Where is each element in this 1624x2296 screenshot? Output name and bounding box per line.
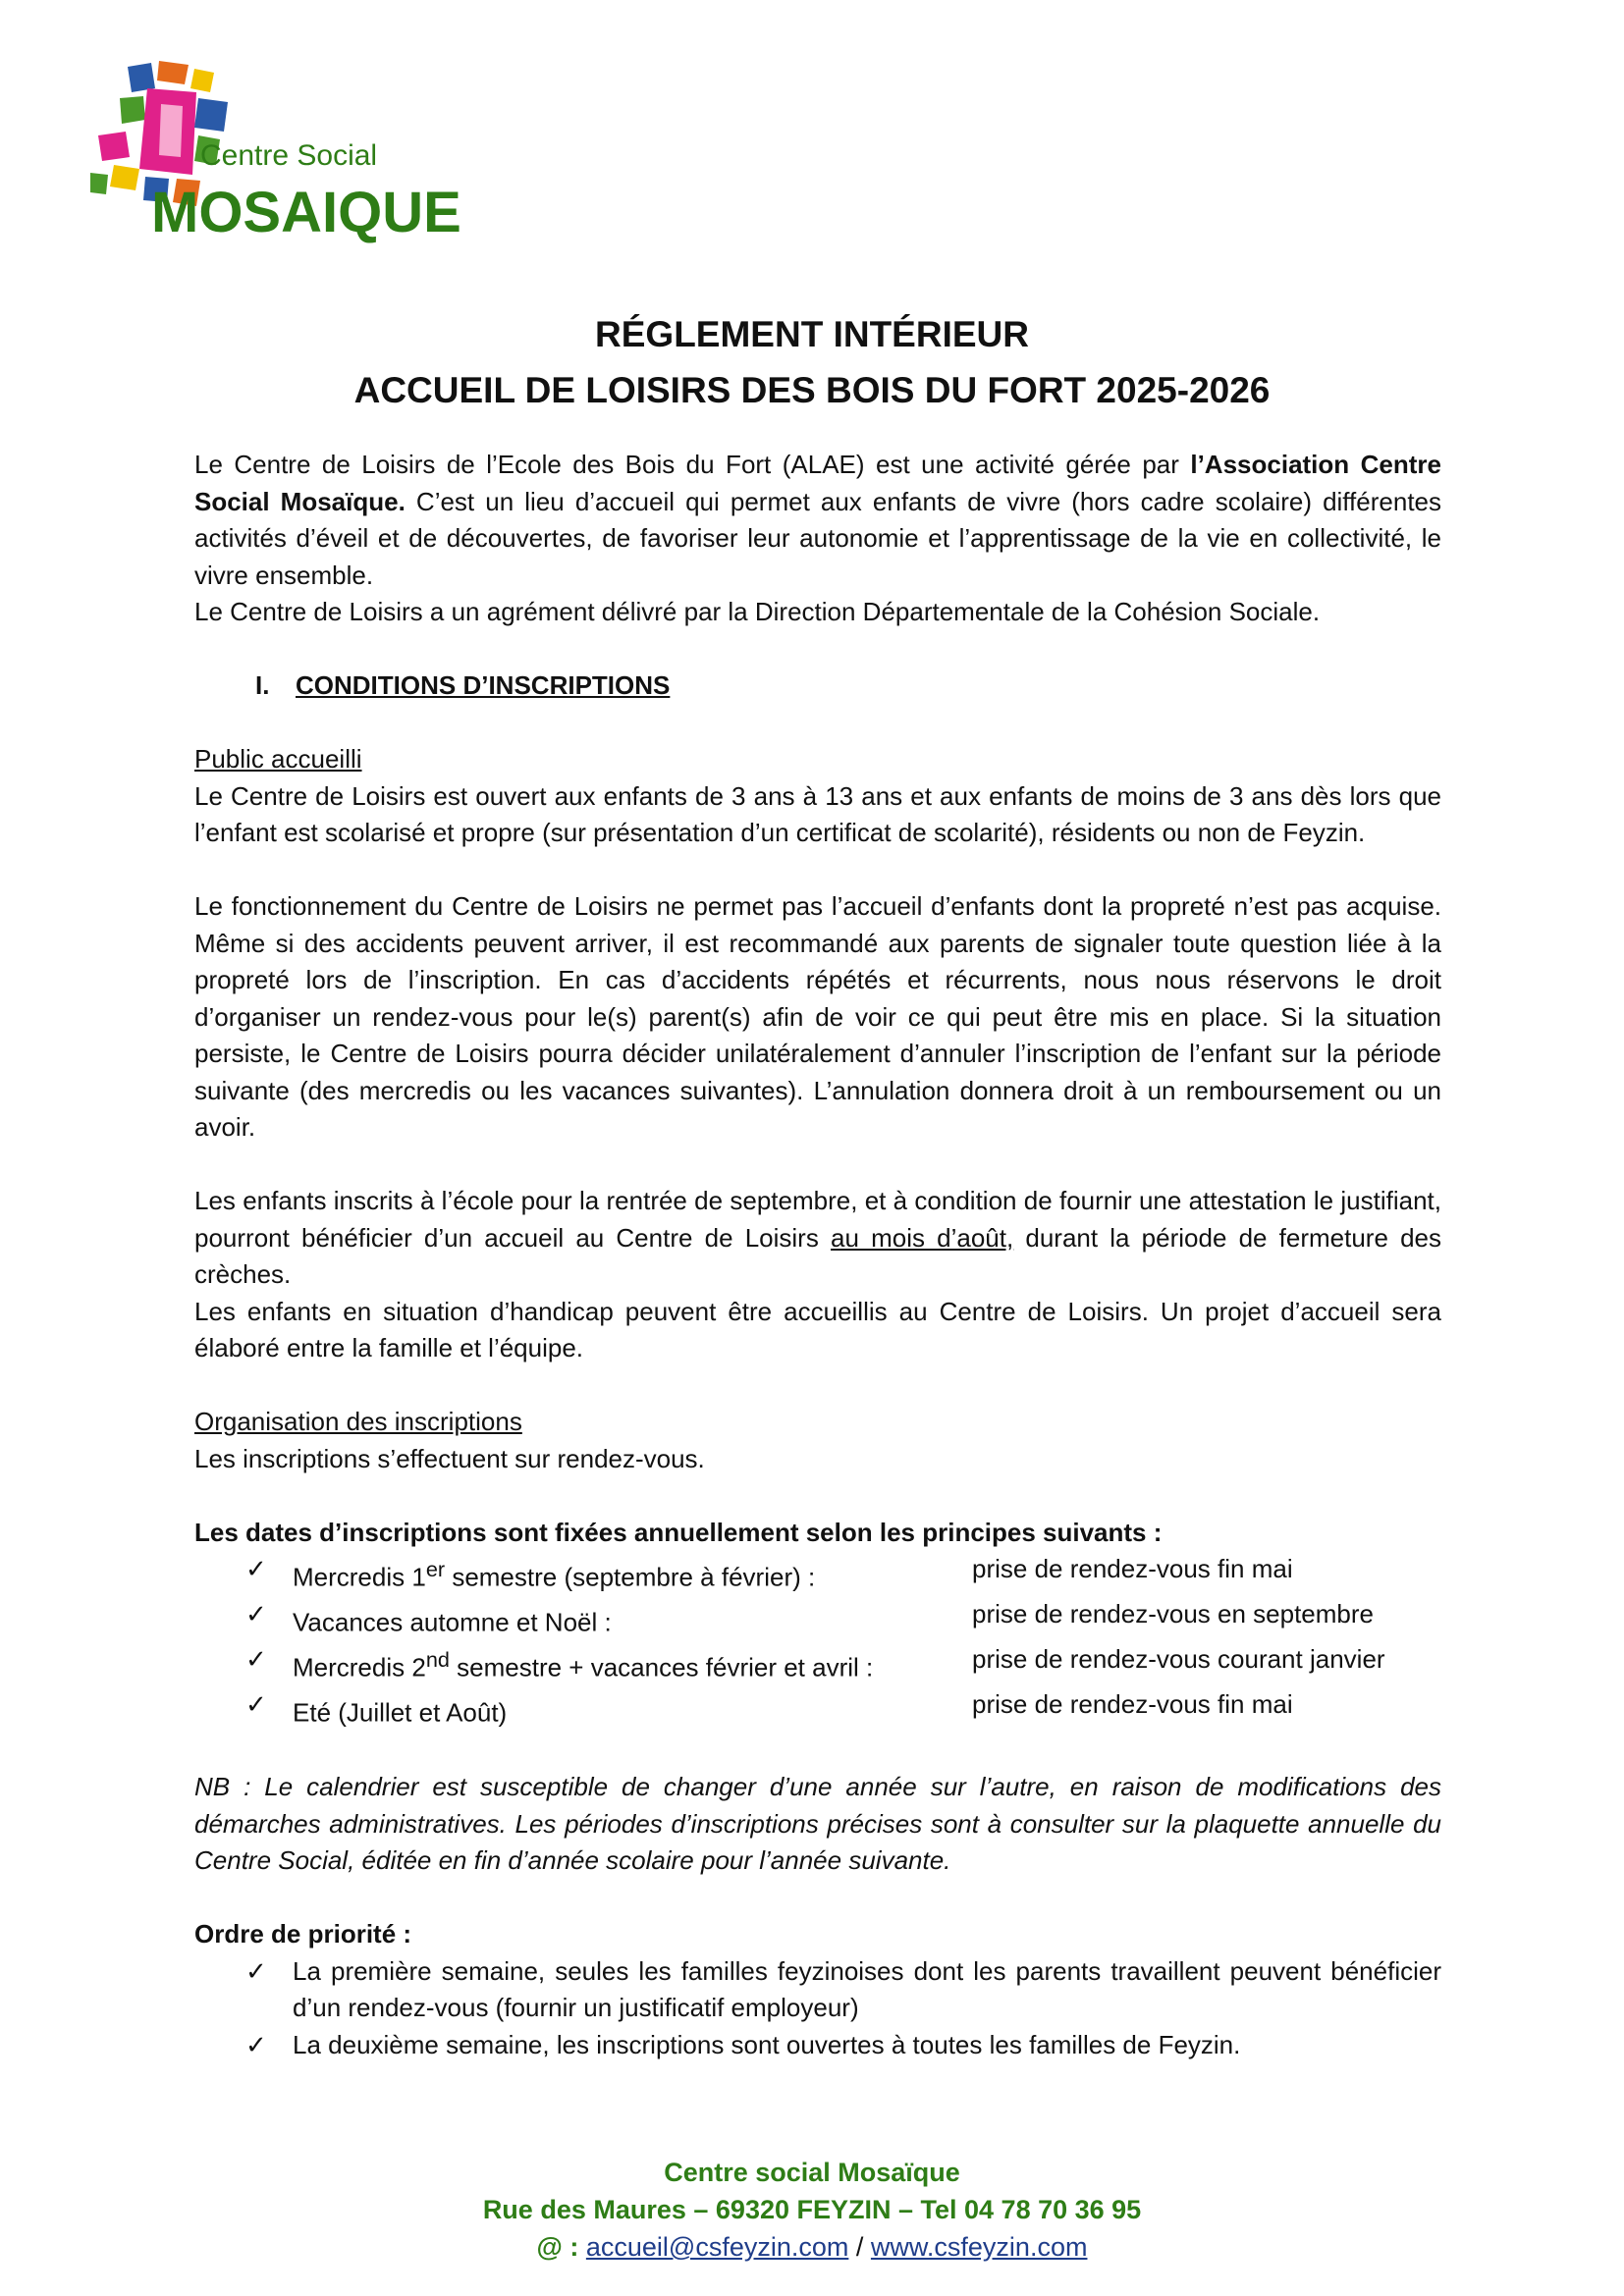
logo-line1: Centre Social — [200, 139, 378, 172]
checkmark-icon: ✓ — [245, 1644, 267, 1675]
intro-text-end: C’est un lieu d’accueil qui permet aux enfants de vivre (hors cadre scolaire) différentes activités d’éveil et de découvertes, de favoriser leur autonomie et l’apprentissage de la vie en collectivité, le vivre ensemble. — [194, 486, 1442, 590]
checkmark-icon: ✓ — [245, 1599, 267, 1629]
checkmark-icon: ✓ — [245, 1955, 267, 1986]
footer-org-name: Centre social Mosaïque — [664, 2158, 960, 2187]
list-item: ✓ Vacances automne et Noël : prise de rendez-vous en septembre — [194, 1596, 1441, 1641]
public-heading: Public accueilli — [194, 744, 362, 774]
document-body — [194, 447, 1441, 2063]
intro-text-start: Le Centre de Loisirs de l’Ecole des Bois du Fort (ALAE) est une activité gérée par — [194, 450, 1191, 479]
intro-association-name: l’Association Centre Social Mosaïque. — [194, 450, 1441, 516]
email-link[interactable]: accueil@csfeyzin.com — [585, 2232, 849, 2262]
logo — [90, 59, 461, 265]
list-item: ✓ Mercredis 2nd semestre + vacances février et avril : prise de rendez-vous courant janvier — [194, 1641, 1441, 1686]
date-value: prise de rendez-vous fin mai — [972, 1689, 1293, 1720]
dates-list — [194, 1551, 1441, 1733]
date-value: prise de rendez-vous en septembre — [972, 1599, 1375, 1629]
footer-separator: / — [855, 2232, 864, 2262]
footer-contact — [0, 2228, 1624, 2266]
at-icon: @ : — [536, 2232, 579, 2262]
priority-heading: Ordre de priorité : — [194, 1919, 412, 1949]
list-item: ✓ La première semaine, seules les familles feyzinoises dont les parents travaillent peuvent bénéficier d’un rendez-vous (fournir un justificatif employeur) — [194, 1953, 1441, 2027]
website-link[interactable]: www.csfeyzin.com — [870, 2232, 1088, 2262]
list-item: ✓ Mercredis 1er semestre (septembre à février) : prise de rendez-vous fin mai — [194, 1551, 1441, 1596]
page-title — [0, 306, 1624, 418]
date-value: prise de rendez-vous courant janvier — [972, 1644, 1385, 1675]
organisation-heading: Organisation des inscriptions — [194, 1407, 522, 1436]
section-heading — [194, 667, 1441, 705]
checkmark-icon: ✓ — [245, 1689, 267, 1720]
priority-list — [194, 1953, 1441, 2064]
intro-paragraph — [194, 447, 1441, 594]
checkmark-icon: ✓ — [245, 1554, 267, 1583]
public-paragraph-2: Le fonctionnement du Centre de Loisirs ne permet pas l’accueil d’enfants dont la propreté n’est pas acquise. Même si des accidents peuvent arriver, il est recommandé aux parents de signaler toute question liée à la propreté lors de l’inscription. En cas d’accidents répétés et récurrents, nous nous réservons le droit d’organiser un rendez-vous pour le(s) parent(s) afin de voir ce qui peut être mis en place. Si la situation persiste, le Centre de Loisirs pourra décider unilatéralement d’annuler l’inscription de l’enfant sur la période suivante (des mercredis ou les vacances suivantes). L’annulation donnera droit à un remboursement ou un avoir. — [194, 891, 1441, 1142]
public-paragraph-1: Le Centre de Loisirs est ouvert aux enfants de 3 ans à 13 ans et aux enfants de moins de 3 ans dès lors que l’enfant est scolarisé et propre (sur présentation d’un certificat de scolarité), résidents ou non de Feyzin. — [194, 780, 1441, 847]
intro-agrement: Le Centre de Loisirs a un agrément délivré par la Direction Départementale de la Cohésion Sociale. — [194, 597, 1321, 626]
footer — [0, 2154, 1624, 2266]
public-paragraph-3 — [194, 1183, 1441, 1294]
list-item: ✓ La deuxième semaine, les inscriptions sont ouvertes à toutes les familles de Feyzin. — [194, 2027, 1441, 2064]
public-paragraph-4: Les enfants en situation d’handicap peuvent être accueillis au Centre de Loisirs. Un projet d’accueil sera élaboré entre la famille et l’équipe. — [194, 1296, 1441, 1362]
footer-address: Rue des Maures – 69320 FEYZIN – Tel 04 78 70 36 95 — [482, 2195, 1142, 2224]
date-value: prise de rendez-vous fin mai — [972, 1554, 1293, 1583]
title-line2: ACCUEIL DE LOISIRS DES BOIS DU FORT 2025-2026 — [353, 370, 1271, 410]
section-label: CONDITIONS D’INSCRIPTIONS — [296, 670, 671, 700]
public-p3-end: durant la période de fermeture des crèches. — [194, 1222, 1442, 1289]
public-p3-underline: au mois d’août, — [831, 1222, 1014, 1253]
list-item: ✓ Eté (Juillet et Août) prise de rendez-vous fin mai — [194, 1686, 1441, 1732]
section-number: I. — [255, 670, 270, 700]
dates-heading: Les dates d’inscriptions sont fixées annuellement selon les principes suivants : — [194, 1517, 1163, 1547]
mosaique-logo-image — [90, 59, 461, 265]
organisation-paragraph: Les inscriptions s’effectuent sur rendez-vous. — [194, 1443, 705, 1473]
public-p3-start: Les enfants inscrits à l’école pour la rentrée de septembre, et à condition de fournir une attestation le justifiant, pourront bénéficier d’un accueil au Centre de Loisirs — [194, 1186, 1441, 1253]
nb-note: NB : Le calendrier est susceptible de changer d’une année sur l’autre, en raison de modifications des démarches administratives. Les périodes d’inscriptions précises sont à consulter sur la plaquette annuelle du Centre Social, éditée en fin d’année scolaire pour l’année suivante. — [194, 1772, 1441, 1876]
title-line1: RÉGLEMENT INTÉRIEUR — [595, 314, 1029, 354]
checkmark-icon: ✓ — [245, 2029, 267, 2059]
logo-line2: MOSAIQUE — [151, 181, 461, 244]
